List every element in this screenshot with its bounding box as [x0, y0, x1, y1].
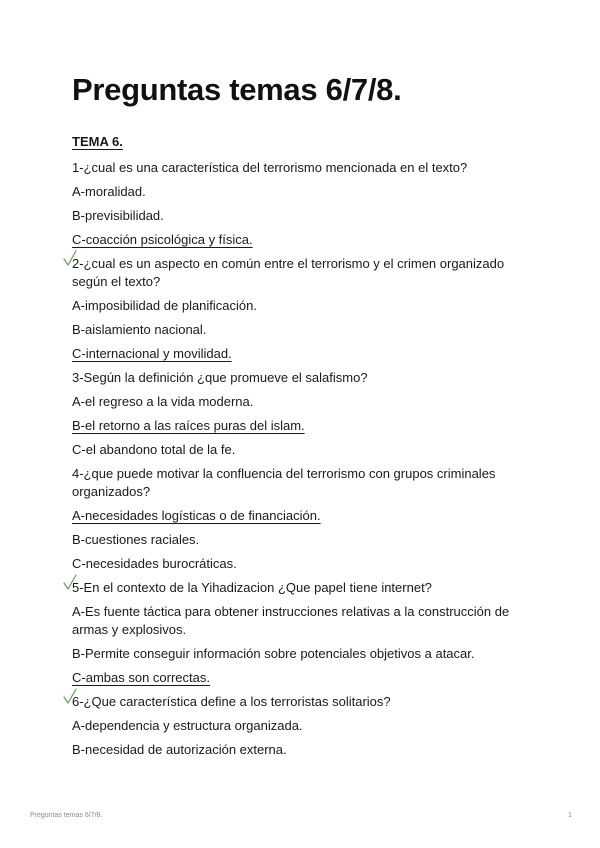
- line-text: A-dependencia y estructura organizada.: [72, 718, 303, 733]
- option-line: [72, 645, 532, 663]
- line-text: 2-¿cual es un aspecto en común entre el terrorismo y el crimen organizado según el texto?: [72, 256, 505, 289]
- line-text: B-cuestiones raciales.: [72, 532, 200, 547]
- section-heading: TEMA 6.: [72, 134, 123, 149]
- question-line: [72, 255, 532, 291]
- option-line: [72, 741, 532, 759]
- correct-answer-line: [72, 507, 532, 525]
- question-line: [72, 579, 532, 597]
- line-text: B-el retorno a las raíces puras del islam.: [72, 418, 305, 433]
- line-text: 5-En el contexto de la Yihadizacion ¿Que papel tiene internet?: [72, 580, 432, 595]
- line-text: C-internacional y movilidad.: [72, 346, 232, 361]
- line-text: 1-¿cual es una característica del terrorismo mencionada en el texto?: [72, 160, 468, 175]
- question-line: [72, 159, 532, 177]
- option-line: [72, 321, 532, 339]
- line-text: B-previsibilidad.: [72, 208, 164, 223]
- footer-title: Preguntas temas 6/7/8.: [30, 812, 103, 819]
- option-line: [72, 207, 532, 225]
- line-text: B-aislamiento nacional.: [72, 322, 207, 337]
- line-text: 6-¿Que característica define a los terroristas solitarios?: [72, 694, 391, 709]
- line-text: 4-¿que puede motivar la confluencia del terrorismo con grupos criminales organizados?: [72, 466, 496, 499]
- checkmark-icon: [63, 688, 77, 704]
- option-line: [72, 393, 532, 411]
- line-text: A-necesidades logísticas o de financiación.: [72, 508, 321, 523]
- option-line: [72, 603, 532, 639]
- line-text: A-moralidad.: [72, 184, 146, 199]
- checkmark-icon: [63, 250, 77, 266]
- question-line: [72, 465, 532, 501]
- option-line: [72, 297, 532, 315]
- page-number: 1: [568, 812, 572, 819]
- question-line: [72, 369, 532, 387]
- option-line: [72, 531, 532, 549]
- line-text: C-ambas son correctas.: [72, 670, 210, 685]
- line-text: B-Permite conseguir información sobre potenciales objetivos a atacar.: [72, 646, 475, 661]
- line-text: A-el regreso a la vida moderna.: [72, 394, 254, 409]
- correct-answer-line: [72, 231, 532, 249]
- option-line: [72, 441, 532, 459]
- line-text: A-imposibilidad de planificación.: [72, 298, 257, 313]
- question-list: [72, 159, 532, 759]
- option-line: [72, 555, 532, 573]
- option-line: [72, 183, 532, 201]
- checkmark-icon: [63, 574, 77, 590]
- correct-answer-line: [72, 417, 532, 435]
- line-text: A-Es fuente táctica para obtener instrucciones relativas a la construcción de armas y explosivos.: [72, 604, 510, 637]
- question-line: [72, 693, 532, 711]
- document-body: [72, 133, 532, 765]
- line-text: 3-Según la definición ¿que promueve el salafismo?: [72, 370, 368, 385]
- line-text: B-necesidad de autorización externa.: [72, 742, 287, 757]
- correct-answer-line: [72, 345, 532, 363]
- line-text: C-el abandono total de la fe.: [72, 442, 236, 457]
- page-title: Preguntas temas 6/7/8.: [72, 72, 402, 107]
- correct-answer-line: [72, 669, 532, 687]
- option-line: [72, 717, 532, 735]
- line-text: C-coacción psicológica y física.: [72, 232, 253, 247]
- line-text: C-necesidades burocráticas.: [72, 556, 237, 571]
